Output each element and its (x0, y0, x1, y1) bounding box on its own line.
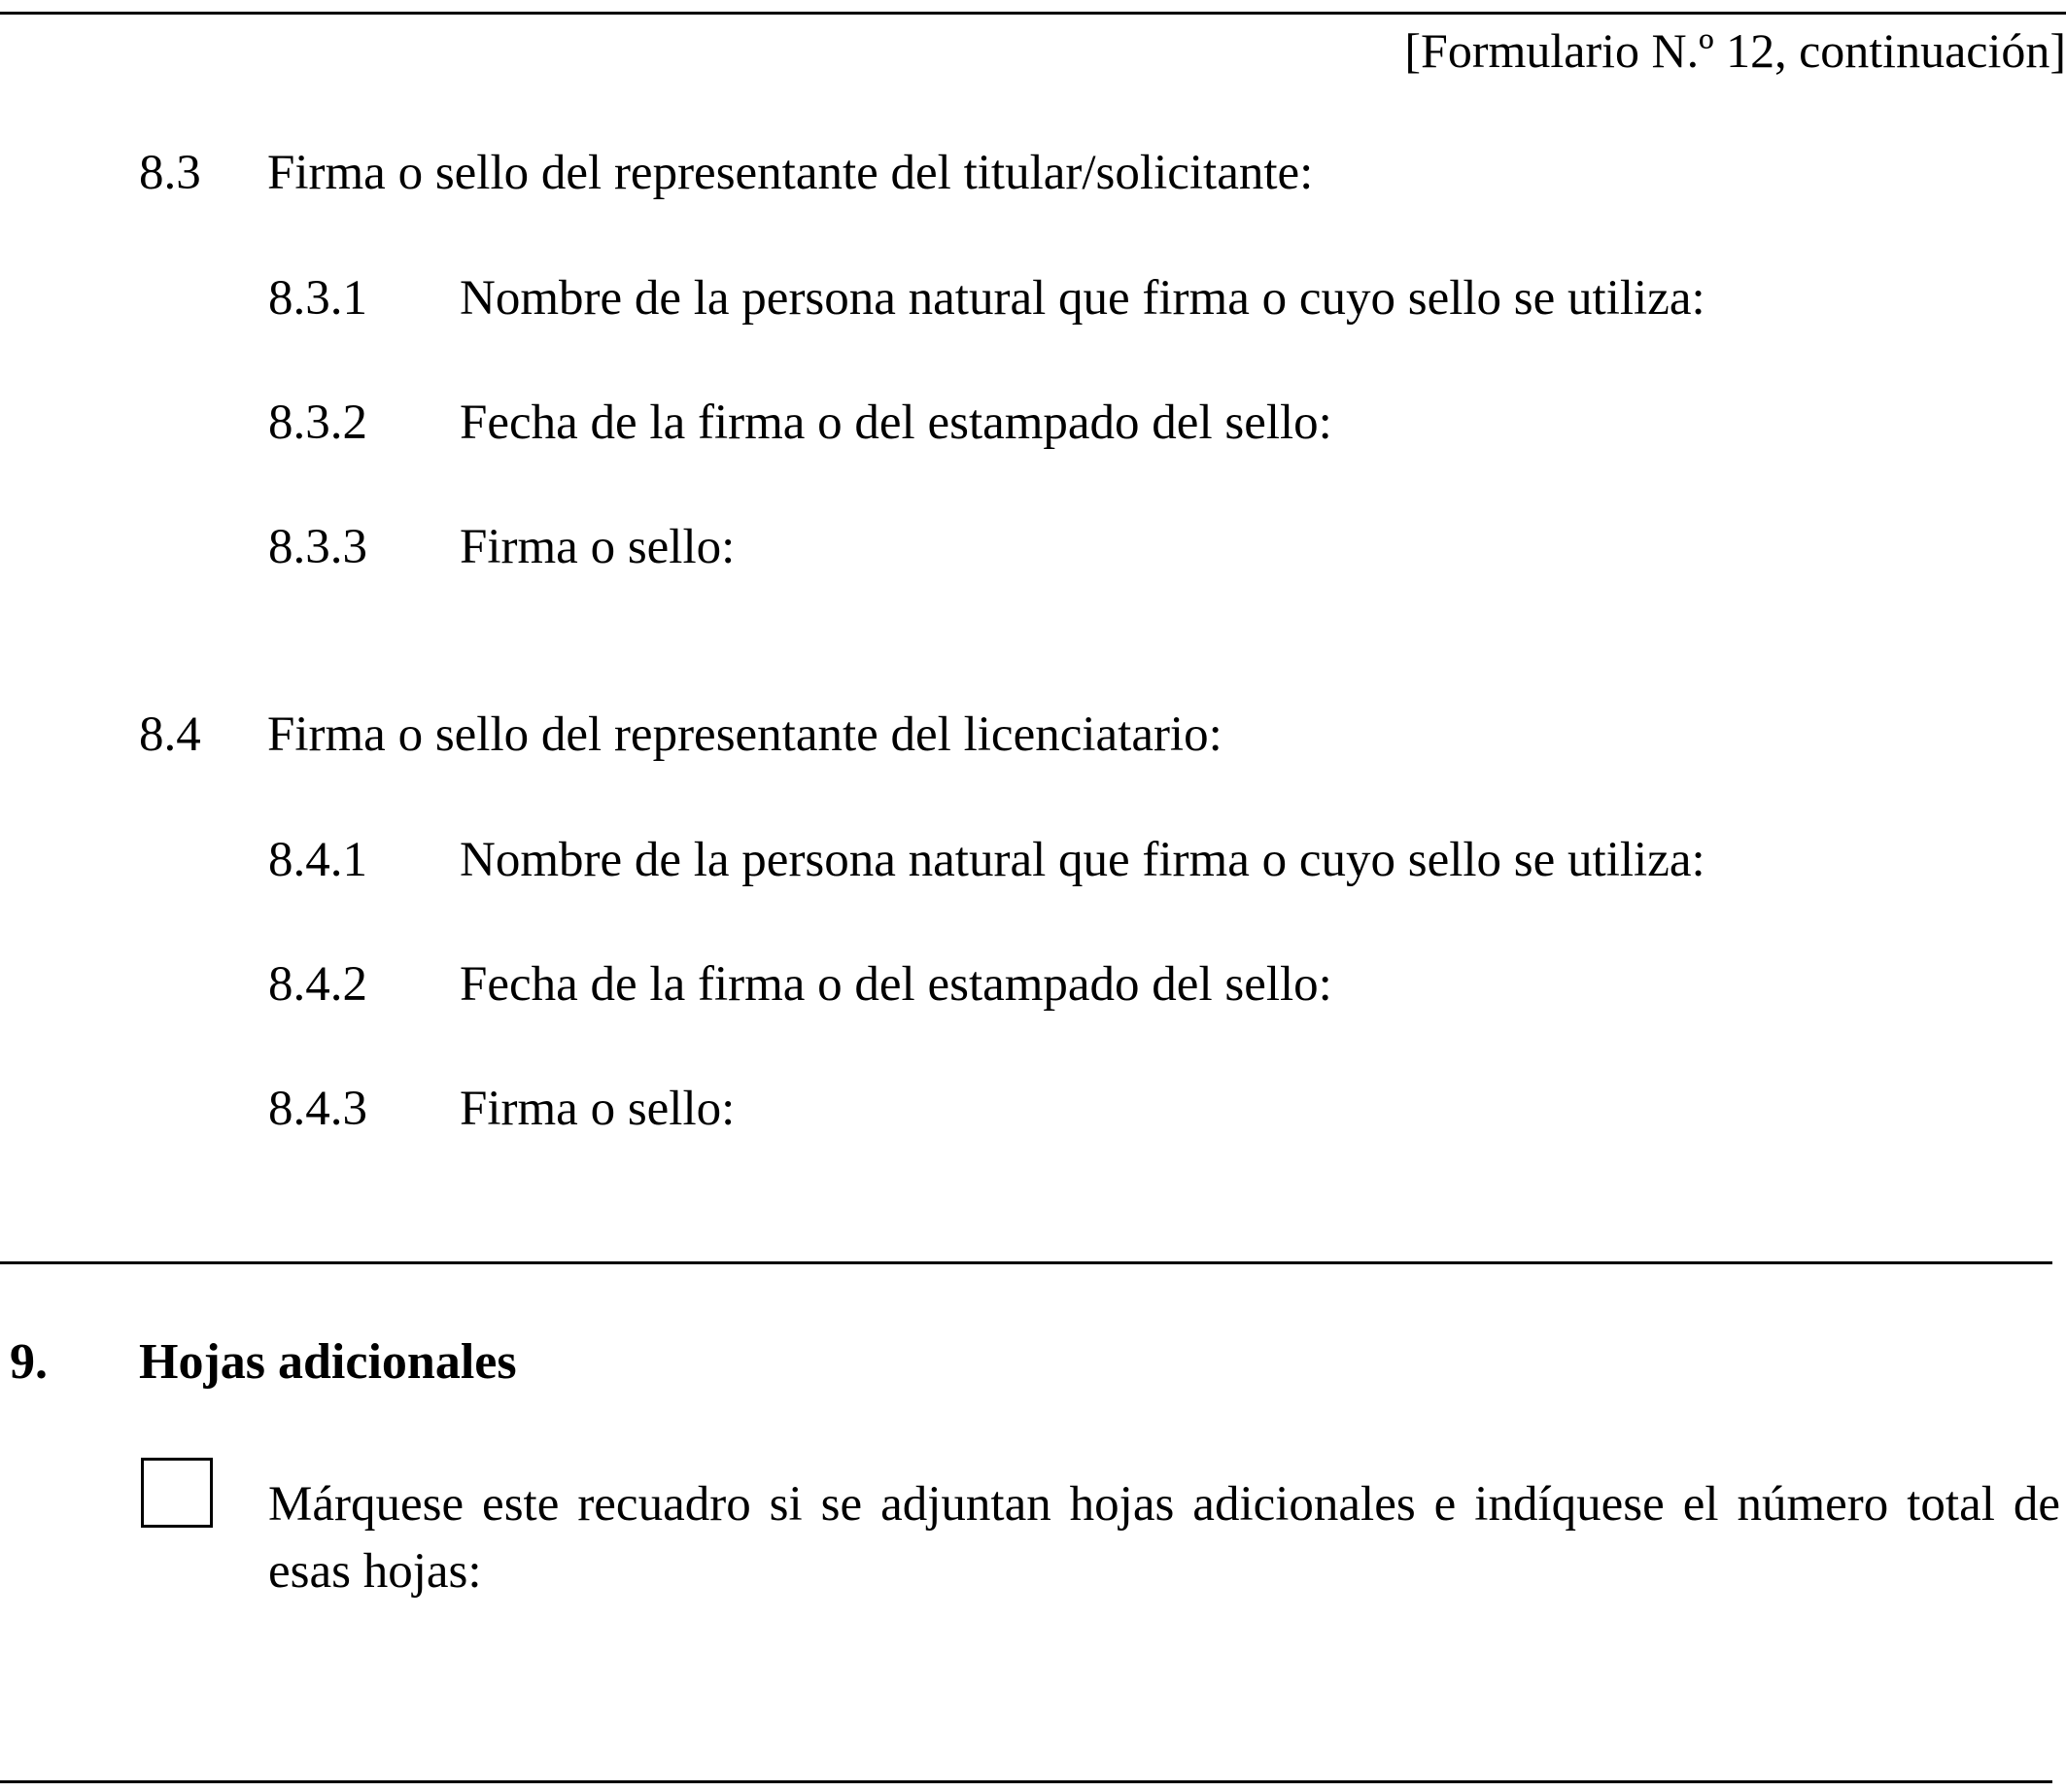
item-8-4-2 (268, 955, 2017, 1014)
section-number: 9. (10, 1334, 48, 1390)
item-label: Firma o sello del representante del licenciatario: (267, 707, 1222, 762)
item-8-3-1 (268, 269, 2017, 327)
subitem-label: Fecha de la firma o del estampado del sello: (460, 957, 1332, 1012)
section-9-heading (10, 1331, 981, 1394)
subitem-number: 8.3.3 (268, 520, 367, 574)
item-8-4-1 (268, 831, 2017, 889)
subitem-label: Fecha de la firma o del estampado del sello: (460, 396, 1332, 450)
section-title: Hojas adicionales (139, 1334, 517, 1390)
subitem-number: 8.3.2 (268, 396, 367, 450)
item-8-4-3 (268, 1080, 2017, 1138)
item-8-3-3 (268, 518, 2017, 576)
subitem-label: Nombre de la persona natural que firma o cuyo sello se utiliza: (460, 833, 1705, 887)
item-8-3 (139, 144, 1985, 202)
item-label: Firma o sello del representante del titular/solicitante: (267, 146, 1314, 200)
subitem-number: 8.4.2 (268, 957, 367, 1012)
bottom-rule (0, 1780, 2052, 1783)
subitem-number: 8.4.1 (268, 833, 367, 887)
subitem-number: 8.4.3 (268, 1082, 367, 1136)
subitem-label: Nombre de la persona natural que firma o cuyo sello se utiliza: (460, 271, 1705, 326)
additional-sheets-checkbox[interactable] (141, 1458, 213, 1528)
item-number: 8.4 (139, 707, 201, 762)
subitem-number: 8.3.1 (268, 271, 367, 326)
subitem-label: Firma o sello: (460, 520, 736, 574)
item-8-3-2 (268, 394, 2017, 452)
item-number: 8.3 (139, 146, 201, 200)
section-divider (0, 1261, 2052, 1264)
subitem-label: Firma o sello: (460, 1082, 736, 1136)
additional-sheets-instruction: Márquese este recuadro si se adjuntan hojas adicionales e indíquese el número total de esas hojas: (268, 1477, 2060, 1599)
form-continuation-header: [Formulario N.º 12, continuación] (1404, 23, 2066, 78)
top-rule (0, 12, 2066, 15)
item-8-4 (139, 706, 1985, 764)
